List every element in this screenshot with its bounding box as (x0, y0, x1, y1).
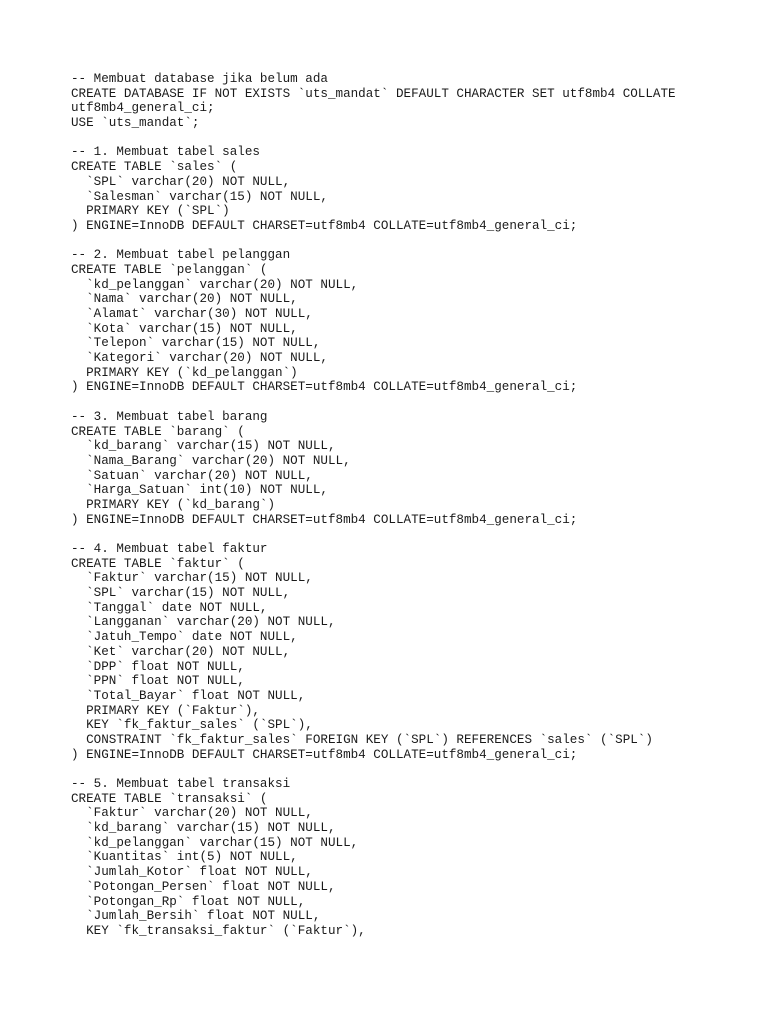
code-line: PRIMARY KEY (`kd_barang`) (71, 497, 276, 512)
code-line: `Satuan` varchar(20) NOT NULL, (71, 468, 313, 483)
blank-line (71, 762, 751, 777)
blank-line (71, 527, 751, 542)
code-line: `Telepon` varchar(15) NOT NULL, (71, 336, 321, 351)
code-line: -- 2. Membuat tabel pelanggan (71, 248, 291, 263)
code-line: KEY `fk_faktur_sales` (`SPL`), (71, 718, 313, 733)
code-line: `Kota` varchar(15) NOT NULL, (71, 321, 298, 336)
code-line: `SPL` varchar(15) NOT NULL, (71, 586, 291, 601)
code-line: `SPL` varchar(20) NOT NULL, (71, 174, 291, 189)
code-line: `Langganan` varchar(20) NOT NULL, (71, 615, 336, 630)
code-line: CREATE TABLE `pelanggan` ( (71, 262, 268, 277)
sql-code-block (71, 72, 751, 939)
code-line: utf8mb4_general_ci; (71, 101, 215, 116)
code-line: `PPN` float NOT NULL, (71, 674, 245, 689)
code-line: -- 3. Membuat tabel barang (71, 409, 268, 424)
code-line: `Kuantitas` int(5) NOT NULL, (71, 850, 298, 865)
code-line: `Faktur` varchar(20) NOT NULL, (71, 806, 313, 821)
code-line: `Jumlah_Kotor` float NOT NULL, (71, 865, 313, 880)
code-line: -- Membuat database jika belum ada (71, 72, 328, 86)
code-line: `Jumlah_Bersih` float NOT NULL, (71, 909, 321, 924)
code-line: CREATE TABLE `faktur` ( (71, 556, 245, 571)
code-line: CREATE TABLE `transaksi` ( (71, 791, 268, 806)
code-line: -- 5. Membuat tabel transaksi (71, 777, 291, 791)
code-line: `Alamat` varchar(30) NOT NULL, (71, 307, 313, 321)
blank-line (71, 395, 751, 410)
code-line: ) ENGINE=InnoDB DEFAULT CHARSET=utf8mb4 COLLATE=utf8mb4_general_ci; (71, 218, 578, 233)
code-line: `Kategori` varchar(20) NOT NULL, (71, 351, 328, 366)
blank-line (71, 234, 751, 249)
code-line: `Nama` varchar(20) NOT NULL, (71, 292, 298, 307)
code-line: `kd_pelanggan` varchar(15) NOT NULL, (71, 835, 359, 850)
code-line: KEY `fk_transaksi_faktur` (`Faktur`), (71, 923, 366, 938)
code-line: CREATE DATABASE IF NOT EXISTS `uts_mandat` DEFAULT CHARACTER SET utf8mb4 COLLATE (71, 86, 676, 101)
code-line: CREATE TABLE `barang` ( (71, 424, 245, 439)
blank-line (71, 131, 751, 146)
code-line: `Tanggal` date NOT NULL, (71, 600, 268, 615)
code-line: `Nama_Barang` varchar(20) NOT NULL, (71, 453, 351, 468)
code-line: PRIMARY KEY (`SPL`) (71, 204, 230, 219)
code-line: -- 1. Membuat tabel sales (71, 145, 260, 160)
code-line: `Potongan_Persen` float NOT NULL, (71, 879, 336, 894)
code-line: ) ENGINE=InnoDB DEFAULT CHARSET=utf8mb4 COLLATE=utf8mb4_general_ci; (71, 747, 578, 762)
code-line: CREATE TABLE `sales` ( (71, 160, 238, 175)
code-line: ) ENGINE=InnoDB DEFAULT CHARSET=utf8mb4 COLLATE=utf8mb4_general_ci; (71, 380, 578, 395)
code-line: `Ket` varchar(20) NOT NULL, (71, 644, 291, 659)
code-line: CONSTRAINT `fk_faktur_sales` FOREIGN KEY (`SPL`) REFERENCES `sales` (`SPL`) (71, 732, 653, 747)
code-line: `Total_Bayar` float NOT NULL, (71, 688, 306, 703)
code-line: `kd_pelanggan` varchar(20) NOT NULL, (71, 277, 359, 292)
code-line: `Jatuh_Tempo` date NOT NULL, (71, 630, 298, 645)
code-line: USE `uts_mandat`; (71, 116, 200, 131)
code-line: `Faktur` varchar(15) NOT NULL, (71, 571, 313, 586)
code-line: ) ENGINE=InnoDB DEFAULT CHARSET=utf8mb4 COLLATE=utf8mb4_general_ci; (71, 512, 578, 527)
code-line: `Salesman` varchar(15) NOT NULL, (71, 189, 328, 204)
code-line: `Harga_Satuan` int(10) NOT NULL, (71, 483, 328, 498)
code-line: PRIMARY KEY (`kd_pelanggan`) (71, 365, 298, 380)
code-line: -- 4. Membuat tabel faktur (71, 542, 268, 556)
code-line: `DPP` float NOT NULL, (71, 659, 245, 674)
code-line: `kd_barang` varchar(15) NOT NULL, (71, 821, 336, 836)
code-line: `kd_barang` varchar(15) NOT NULL, (71, 439, 336, 454)
code-line: `Potongan_Rp` float NOT NULL, (71, 894, 306, 909)
code-line: PRIMARY KEY (`Faktur`), (71, 703, 260, 718)
